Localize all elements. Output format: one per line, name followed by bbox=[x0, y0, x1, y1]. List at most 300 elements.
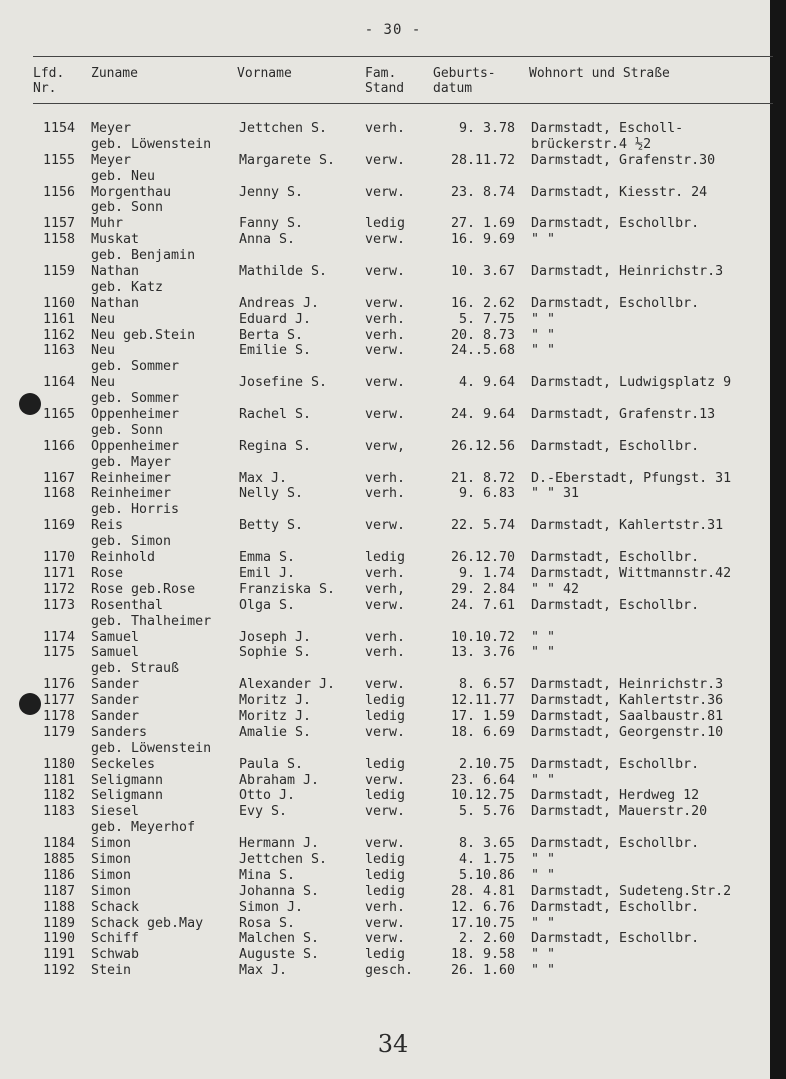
table-row bbox=[0, 232, 786, 248]
table-row bbox=[0, 248, 786, 264]
entry-surname: Rose bbox=[91, 565, 124, 581]
entry-family-status: verw. bbox=[365, 407, 406, 423]
table-row bbox=[0, 868, 786, 884]
table-row bbox=[0, 947, 786, 963]
table-row bbox=[0, 804, 786, 820]
entry-surname: Rosenthal bbox=[91, 597, 164, 613]
table-row bbox=[0, 200, 786, 216]
table-row bbox=[0, 741, 786, 757]
entry-firstname: Max J. bbox=[239, 963, 288, 979]
entry-firstname: Joseph J. bbox=[239, 629, 312, 645]
entry-family-status: verw. bbox=[365, 804, 406, 820]
entry-birthdate: 17.10.75 bbox=[450, 915, 515, 931]
entry-surname: Morgenthau bbox=[91, 184, 172, 200]
entry-address: " " bbox=[531, 232, 556, 248]
entry-family-status: ledig bbox=[365, 550, 406, 566]
entry-address: Darmstadt, Herdweg 12 bbox=[531, 788, 700, 804]
entry-number: 1159 bbox=[42, 264, 75, 280]
entry-surname: geb. Simon bbox=[91, 534, 172, 550]
entry-address: " " bbox=[531, 343, 556, 359]
entry-birthdate: 22. 5.74 bbox=[450, 518, 515, 534]
entry-family-status: verh. bbox=[365, 565, 406, 581]
entry-address: Darmstadt, Saalbaustr.81 bbox=[531, 708, 724, 724]
entry-surname: Simon bbox=[91, 867, 132, 883]
entry-family-status: ledig bbox=[365, 756, 406, 772]
table-row bbox=[0, 550, 786, 566]
table-row bbox=[0, 916, 786, 932]
entry-address: " " bbox=[531, 772, 556, 788]
entry-birthdate: 28.11.72 bbox=[450, 152, 515, 168]
table-row bbox=[0, 121, 786, 137]
entry-number: 1175 bbox=[42, 645, 75, 661]
entry-surname: Simon bbox=[91, 883, 132, 899]
entry-surname: Rose geb.Rose bbox=[91, 581, 196, 597]
entry-family-status: verw. bbox=[365, 836, 406, 852]
entry-address: " " bbox=[531, 645, 556, 661]
entry-birthdate: 18. 9.58 bbox=[450, 947, 515, 963]
table-row bbox=[0, 471, 786, 487]
entry-family-status: verh. bbox=[365, 470, 406, 486]
entry-birthdate: 12.11.77 bbox=[450, 693, 515, 709]
entry-surname: geb. Katz bbox=[91, 279, 164, 295]
entry-surname: Oppenheimer bbox=[91, 438, 180, 454]
table-row bbox=[0, 264, 786, 280]
entry-firstname: Abraham J. bbox=[239, 772, 320, 788]
table-row bbox=[0, 375, 786, 391]
entry-birthdate: 2.10.75 bbox=[458, 756, 515, 772]
entry-birthdate: 16. 2.62 bbox=[450, 295, 515, 311]
entry-address: Darmstadt, Kahlertstr.31 bbox=[531, 518, 724, 534]
entry-address: Darmstadt, Ludwigsplatz 9 bbox=[531, 375, 732, 391]
entry-surname: Simon bbox=[91, 851, 132, 867]
entry-birthdate: 5. 7.75 bbox=[458, 311, 515, 327]
entry-address: D.-Eberstadt, Pfungst. 31 bbox=[531, 470, 732, 486]
entry-surname: Muhr bbox=[91, 216, 124, 232]
entry-address: " " bbox=[531, 947, 556, 963]
entry-address: Darmstadt, Eschollbr. bbox=[531, 438, 700, 454]
entry-number: 1189 bbox=[42, 915, 75, 931]
table-row bbox=[0, 455, 786, 471]
table-row bbox=[0, 439, 786, 455]
entry-surname: Seligmann bbox=[91, 788, 164, 804]
entry-family-status: verh. bbox=[365, 899, 406, 915]
entry-number: 1191 bbox=[42, 947, 75, 963]
entry-firstname: Auguste S. bbox=[239, 947, 320, 963]
entry-family-status: ledig bbox=[365, 851, 406, 867]
entry-surname: Sander bbox=[91, 708, 140, 724]
entry-family-status: verw. bbox=[365, 343, 406, 359]
table-row bbox=[0, 185, 786, 201]
entry-family-status: verh. bbox=[365, 486, 406, 502]
table-row bbox=[0, 566, 786, 582]
entry-birthdate: 29. 2.84 bbox=[450, 581, 515, 597]
entry-birthdate: 12. 6.76 bbox=[450, 899, 515, 915]
entry-address: " " 31 bbox=[531, 486, 580, 502]
entry-address: Darmstadt, Grafenstr.30 bbox=[531, 152, 716, 168]
entry-address: " " bbox=[531, 867, 556, 883]
entry-surname: Seligmann bbox=[91, 772, 164, 788]
entry-firstname: Sophie S. bbox=[239, 645, 312, 661]
entry-surname: Nathan bbox=[91, 295, 140, 311]
entry-birthdate: 21. 8.72 bbox=[450, 470, 515, 486]
entry-birthdate: 10. 3.67 bbox=[450, 264, 515, 280]
header-zuname: Zuname bbox=[91, 66, 138, 81]
table-row bbox=[0, 709, 786, 725]
footer-number: 34 bbox=[377, 1030, 409, 1058]
entry-address: Darmstadt, Eschollbr. bbox=[531, 931, 700, 947]
entry-surname: Samuel bbox=[91, 629, 140, 645]
entry-surname: Nathan bbox=[91, 264, 140, 280]
header-lfd-nr: Lfd. Nr. bbox=[33, 66, 65, 96]
entry-firstname: Olga S. bbox=[239, 597, 296, 613]
entry-birthdate: 5.10.86 bbox=[458, 867, 515, 883]
entry-number: 1168 bbox=[42, 486, 75, 502]
entry-number: 1188 bbox=[42, 899, 75, 915]
entry-number: 1184 bbox=[42, 836, 75, 852]
entry-birthdate: 24. 9.64 bbox=[450, 407, 515, 423]
entry-address: Darmstadt, Eschollbr. bbox=[531, 756, 700, 772]
entry-address: Darmstadt, Eschollbr. bbox=[531, 550, 700, 566]
entry-address: Darmstadt, Mauerstr.20 bbox=[531, 804, 708, 820]
entry-birthdate: 5. 5.76 bbox=[458, 804, 515, 820]
entry-surname: Reinheimer bbox=[91, 470, 172, 486]
entry-family-status: verw. bbox=[365, 232, 406, 248]
entry-surname: Stein bbox=[91, 963, 132, 979]
entry-number: 1180 bbox=[42, 756, 75, 772]
entry-firstname: Johanna S. bbox=[239, 883, 320, 899]
entry-address: Darmstadt, Heinrichstr.3 bbox=[531, 677, 724, 693]
header-rule-bottom bbox=[33, 103, 773, 104]
entry-firstname: Alexander J. bbox=[239, 677, 336, 693]
entry-number: 1173 bbox=[42, 597, 75, 613]
entry-surname: geb. Horris bbox=[91, 502, 180, 518]
entry-family-status: ledig bbox=[365, 216, 406, 232]
table-row bbox=[0, 836, 786, 852]
entry-number: 1172 bbox=[42, 581, 75, 597]
page-number: - 30 - bbox=[364, 22, 422, 38]
entry-number: 1158 bbox=[42, 232, 75, 248]
entry-birthdate: 4. 9.64 bbox=[458, 375, 515, 391]
entry-birthdate: 9. 1.74 bbox=[458, 565, 515, 581]
entry-surname: Meyer bbox=[91, 152, 132, 168]
entry-number: 1176 bbox=[42, 677, 75, 693]
table-row bbox=[0, 820, 786, 836]
entry-number: 1174 bbox=[42, 629, 75, 645]
entry-number: 1162 bbox=[42, 327, 75, 343]
entry-birthdate: 16. 9.69 bbox=[450, 232, 515, 248]
table-row bbox=[0, 343, 786, 359]
entry-family-status: ledig bbox=[365, 788, 406, 804]
entry-family-status: verw. bbox=[365, 518, 406, 534]
entry-number: 1178 bbox=[42, 708, 75, 724]
table-row bbox=[0, 725, 786, 741]
entry-family-status: verw. bbox=[365, 915, 406, 931]
entry-number: 1192 bbox=[42, 963, 75, 979]
entry-number: 1177 bbox=[42, 693, 75, 709]
table-row bbox=[0, 757, 786, 773]
entry-number: 1190 bbox=[42, 931, 75, 947]
header-vorname: Vorname bbox=[237, 66, 292, 81]
entry-firstname: Jenny S. bbox=[239, 184, 304, 200]
entry-number: 1160 bbox=[42, 295, 75, 311]
entry-address: Darmstadt, Eschollbr. bbox=[531, 899, 700, 915]
entry-number: 1157 bbox=[42, 216, 75, 232]
entry-list bbox=[0, 121, 786, 979]
entry-birthdate: 13. 3.76 bbox=[450, 645, 515, 661]
entry-number: 1170 bbox=[42, 550, 75, 566]
entry-address: Darmstadt, Grafenstr.13 bbox=[531, 407, 716, 423]
entry-number: 1181 bbox=[42, 772, 75, 788]
entry-surname: Seckeles bbox=[91, 756, 156, 772]
entry-firstname: Anna S. bbox=[239, 232, 296, 248]
entry-birthdate: 24. 7.61 bbox=[450, 597, 515, 613]
entry-address: " " bbox=[531, 311, 556, 327]
entry-birthdate: 9. 3.78 bbox=[458, 121, 515, 136]
entry-firstname: Simon J. bbox=[239, 899, 304, 915]
table-row bbox=[0, 677, 786, 693]
entry-address: Darmstadt, Escholl- bbox=[531, 121, 684, 136]
entry-surname: Oppenheimer bbox=[91, 407, 180, 423]
header-geburtsdatum: Geburts- datum bbox=[433, 66, 496, 96]
table-row bbox=[0, 169, 786, 185]
table-row bbox=[0, 502, 786, 518]
entry-firstname: Evy S. bbox=[239, 804, 288, 820]
entry-family-status: ledig bbox=[365, 867, 406, 883]
entry-firstname: Moritz J. bbox=[239, 708, 312, 724]
entry-firstname: Rachel S. bbox=[239, 407, 312, 423]
entry-surname: geb. Sonn bbox=[91, 200, 164, 216]
entry-surname: geb. Löwenstein bbox=[91, 136, 212, 152]
entry-firstname: Jettchen S. bbox=[239, 851, 328, 867]
entry-firstname: Eduard J. bbox=[239, 311, 312, 327]
entry-surname: Schack geb.May bbox=[91, 915, 204, 931]
entry-firstname: Berta S. bbox=[239, 327, 304, 343]
entry-firstname: Mathilde S. bbox=[239, 264, 328, 280]
entry-birthdate: 24..5.68 bbox=[450, 343, 515, 359]
entry-address: Darmstadt, Kahlertstr.36 bbox=[531, 693, 724, 709]
entry-birthdate: 9. 6.83 bbox=[458, 486, 515, 502]
table-row bbox=[0, 773, 786, 789]
entry-address: " " bbox=[531, 629, 556, 645]
entry-birthdate: 10.10.72 bbox=[450, 629, 515, 645]
entry-number: 1187 bbox=[42, 883, 75, 899]
table-row bbox=[0, 280, 786, 296]
entry-family-status: verh, bbox=[365, 581, 406, 597]
table-row bbox=[0, 582, 786, 598]
table-row bbox=[0, 137, 786, 153]
entry-firstname: Betty S. bbox=[239, 518, 304, 534]
entry-number: 1885 bbox=[42, 851, 75, 867]
table-row bbox=[0, 359, 786, 375]
entry-firstname: Regina S. bbox=[239, 438, 312, 454]
table-row bbox=[0, 391, 786, 407]
entry-family-status: verw. bbox=[365, 264, 406, 280]
table-row bbox=[0, 900, 786, 916]
entry-surname: Reinheimer bbox=[91, 486, 172, 502]
entry-address: Darmstadt, Sudeteng.Str.2 bbox=[531, 883, 732, 899]
entry-surname: geb. Neu bbox=[91, 168, 156, 184]
entry-address: " " 42 bbox=[531, 581, 580, 597]
entry-family-status: ledig bbox=[365, 883, 406, 899]
entry-family-status: verh. bbox=[365, 121, 406, 136]
entry-surname: Neu bbox=[91, 343, 116, 359]
entry-address: Darmstadt, Eschollbr. bbox=[531, 597, 700, 613]
entry-family-status: verw. bbox=[365, 295, 406, 311]
entry-firstname: Margarete S. bbox=[239, 152, 336, 168]
entry-family-status: verw. bbox=[365, 152, 406, 168]
entry-surname: geb. Meyerhof bbox=[91, 820, 196, 836]
table-row bbox=[0, 534, 786, 550]
entry-surname: Neu geb.Stein bbox=[91, 327, 196, 343]
entry-birthdate: 26. 1.60 bbox=[450, 963, 515, 979]
entry-birthdate: 20. 8.73 bbox=[450, 327, 515, 343]
punch-hole-lower bbox=[19, 693, 41, 715]
entry-birthdate: 17. 1.59 bbox=[450, 708, 515, 724]
entry-firstname: Moritz J. bbox=[239, 693, 312, 709]
table-row bbox=[0, 645, 786, 661]
entry-family-status: verw. bbox=[365, 724, 406, 740]
entry-firstname: Nelly S. bbox=[239, 486, 304, 502]
entry-family-status: verh. bbox=[365, 645, 406, 661]
entry-surname: Reinhold bbox=[91, 550, 156, 566]
entry-family-status: verw. bbox=[365, 597, 406, 613]
header-rule-top bbox=[33, 56, 773, 57]
table-row bbox=[0, 963, 786, 979]
table-row bbox=[0, 931, 786, 947]
entry-family-status: verh. bbox=[365, 311, 406, 327]
entry-number: 1186 bbox=[42, 867, 75, 883]
entry-firstname: Mina S. bbox=[239, 867, 296, 883]
entry-firstname: Paula S. bbox=[239, 756, 304, 772]
entry-address: Darmstadt, Eschollbr. bbox=[531, 836, 700, 852]
entry-birthdate: 4. 1.75 bbox=[458, 851, 515, 867]
entry-family-status: verw. bbox=[365, 677, 406, 693]
entry-number: 1166 bbox=[42, 438, 75, 454]
entry-surname: geb. Löwenstein bbox=[91, 740, 212, 756]
entry-firstname: Otto J. bbox=[239, 788, 296, 804]
entry-number: 1154 bbox=[42, 121, 75, 136]
table-row bbox=[0, 328, 786, 344]
header-fam-stand: Fam. Stand bbox=[365, 66, 405, 96]
entry-birthdate: 27. 1.69 bbox=[450, 216, 515, 232]
entry-birthdate: 23. 6.64 bbox=[450, 772, 515, 788]
table-row bbox=[0, 852, 786, 868]
entry-firstname: Emilie S. bbox=[239, 343, 312, 359]
entry-surname: Siesel bbox=[91, 804, 140, 820]
entry-surname: geb. Mayer bbox=[91, 454, 172, 470]
entry-number: 1169 bbox=[42, 518, 75, 534]
entry-birthdate: 23. 8.74 bbox=[450, 184, 515, 200]
entry-firstname: Franziska S. bbox=[239, 581, 336, 597]
entry-family-status: verh. bbox=[365, 629, 406, 645]
entry-address: " " bbox=[531, 963, 556, 979]
table-row bbox=[0, 884, 786, 900]
entry-number: 1161 bbox=[42, 311, 75, 327]
entry-firstname: Jettchen S. bbox=[239, 121, 328, 136]
entry-firstname: Andreas J. bbox=[239, 295, 320, 311]
entry-birthdate: 8. 3.65 bbox=[458, 836, 515, 852]
entry-surname: Schwab bbox=[91, 947, 140, 963]
entry-family-status: ledig bbox=[365, 708, 406, 724]
entry-firstname: Amalie S. bbox=[239, 724, 312, 740]
entry-address: Darmstadt, Kiesstr. 24 bbox=[531, 184, 708, 200]
table-row bbox=[0, 518, 786, 534]
entry-number: 1164 bbox=[42, 375, 75, 391]
entry-address: brückerstr.4 ½2 bbox=[531, 136, 652, 152]
entry-family-status: verw, bbox=[365, 438, 406, 454]
entry-surname: Muskat bbox=[91, 232, 140, 248]
entry-surname: Sander bbox=[91, 693, 140, 709]
entry-surname: Schiff bbox=[91, 931, 140, 947]
entry-surname: Simon bbox=[91, 836, 132, 852]
entry-firstname: Hermann J. bbox=[239, 836, 320, 852]
table-row bbox=[0, 661, 786, 677]
table-row bbox=[0, 407, 786, 423]
entry-family-status: verw. bbox=[365, 375, 406, 391]
entry-surname: Sanders bbox=[91, 724, 148, 740]
entry-family-status: ledig bbox=[365, 947, 406, 963]
entry-birthdate: 26.12.56 bbox=[450, 438, 515, 454]
entry-firstname: Malchen S. bbox=[239, 931, 320, 947]
entry-number: 1182 bbox=[42, 788, 75, 804]
table-row bbox=[0, 312, 786, 328]
entry-surname: Reis bbox=[91, 518, 124, 534]
entry-firstname: Josefine S. bbox=[239, 375, 328, 391]
entry-family-status: verw. bbox=[365, 772, 406, 788]
entry-birthdate: 2. 2.60 bbox=[458, 931, 515, 947]
header-wohnort: Wohnort und Straße bbox=[529, 66, 670, 81]
entry-firstname: Rosa S. bbox=[239, 915, 296, 931]
table-row bbox=[0, 423, 786, 439]
entry-surname: geb. Benjamin bbox=[91, 248, 196, 264]
entry-family-status: ledig bbox=[365, 693, 406, 709]
entry-surname: Neu bbox=[91, 375, 116, 391]
entry-birthdate: 26.12.70 bbox=[450, 550, 515, 566]
table-row bbox=[0, 598, 786, 614]
entry-birthdate: 28. 4.81 bbox=[450, 883, 515, 899]
punch-hole-upper bbox=[19, 393, 41, 415]
entry-address: Darmstadt, Georgenstr.10 bbox=[531, 724, 724, 740]
entry-number: 1155 bbox=[42, 152, 75, 168]
entry-surname: Neu bbox=[91, 311, 116, 327]
table-row bbox=[0, 486, 786, 502]
entry-family-status: verw. bbox=[365, 931, 406, 947]
table-row bbox=[0, 296, 786, 312]
table-row bbox=[0, 788, 786, 804]
entry-birthdate: 8. 6.57 bbox=[458, 677, 515, 693]
entry-number: 1179 bbox=[42, 724, 75, 740]
entry-number: 1156 bbox=[42, 184, 75, 200]
entry-family-status: verh. bbox=[365, 327, 406, 343]
entry-address: Darmstadt, Heinrichstr.3 bbox=[531, 264, 724, 280]
entry-address: Darmstadt, Eschollbr. bbox=[531, 295, 700, 311]
entry-surname: geb. Strauß bbox=[91, 661, 180, 677]
entry-number: 1167 bbox=[42, 470, 75, 486]
entry-number: 1165 bbox=[42, 407, 75, 423]
entry-surname: Sander bbox=[91, 677, 140, 693]
entry-surname: Meyer bbox=[91, 121, 132, 136]
entry-surname: geb. Thalheimer bbox=[91, 613, 212, 629]
entry-firstname: Emma S. bbox=[239, 550, 296, 566]
entry-surname: geb. Sommer bbox=[91, 359, 180, 375]
entry-family-status: gesch. bbox=[365, 963, 414, 979]
entry-address: " " bbox=[531, 915, 556, 931]
entry-address: Darmstadt, Wittmannstr.42 bbox=[531, 565, 732, 581]
entry-surname: Schack bbox=[91, 899, 140, 915]
entry-surname: Samuel bbox=[91, 645, 140, 661]
entry-birthdate: 10.12.75 bbox=[450, 788, 515, 804]
entry-firstname: Max J. bbox=[239, 470, 288, 486]
